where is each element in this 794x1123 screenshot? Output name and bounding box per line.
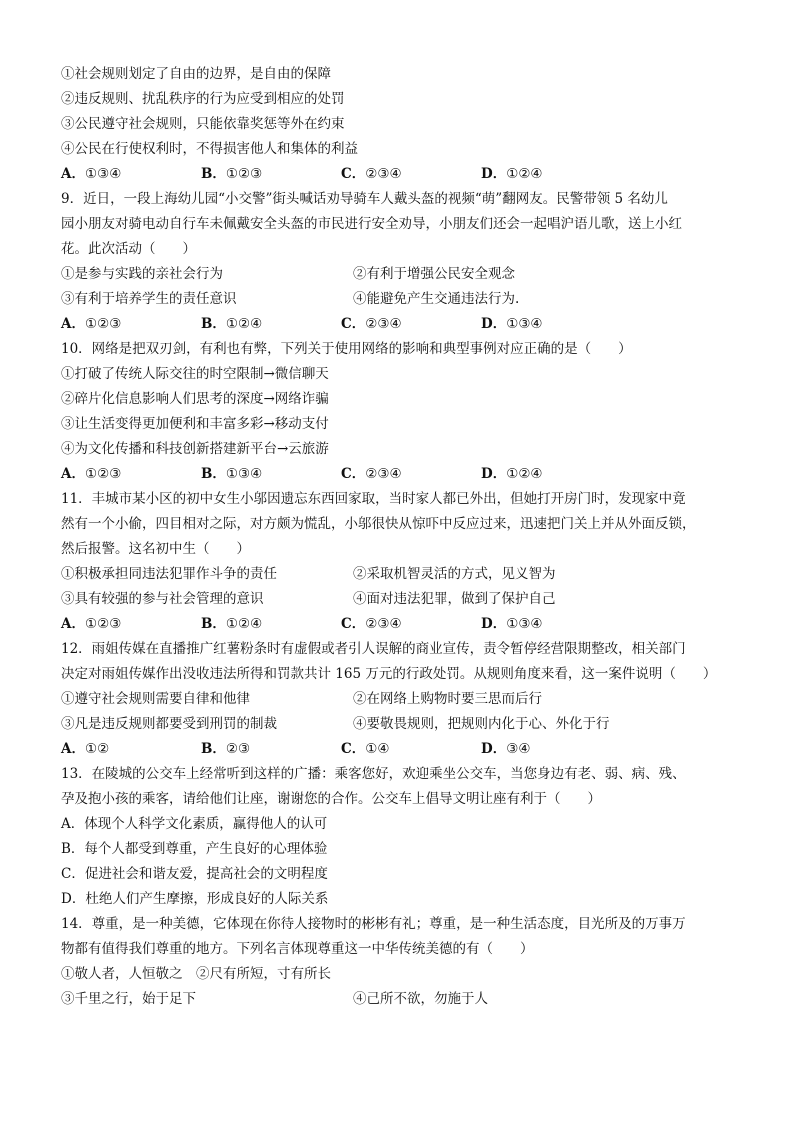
statement: ②在网络上购物时要三思而后行 — [353, 691, 542, 707]
answer-options — [61, 162, 741, 187]
statement: ④公民在行使权利时，不得损害他人和集体的利益 — [61, 141, 358, 157]
question-stem: 园小朋友对骑电动自行车未佩戴安全头盔的市民进行安全劝导，小朋友们还会一起唱沪语儿歌，送上小红 — [61, 216, 682, 232]
statement: ③有利于培养学生的责任意识 — [61, 291, 237, 307]
exam-page — [61, 62, 741, 1012]
option-d[interactable]: D．杜绝人们产生摩擦，形成良好的人际关系 — [61, 891, 329, 907]
statement: ③千里之行，始于足下 — [61, 991, 196, 1007]
question-13 — [61, 762, 741, 912]
option-d[interactable]: D．①③④ — [481, 616, 543, 632]
answer-options — [61, 462, 741, 487]
statement: ④为文化传播和科技创新搭建新平台→云旅游 — [61, 441, 329, 457]
statement-row — [61, 687, 741, 712]
question-9 — [61, 187, 741, 337]
statement: ②采取机智灵活的方式，见义智为 — [353, 566, 556, 582]
option-b[interactable]: B．②③ — [201, 741, 251, 757]
question-stem: 13．在陵城的公交车上经常听到这样的广播：乘客您好，欢迎乘坐公交车，当您身边有老、弱、病、残、 — [61, 766, 686, 782]
statement: ①是参与实践的亲社会行为 — [61, 266, 223, 282]
statement: ④面对违法犯罪，做到了保护自己 — [353, 591, 556, 607]
option-d[interactable]: D．①②④ — [481, 466, 543, 482]
option-c[interactable]: C．促进社会和谐友爱，提高社会的文明程度 — [61, 866, 328, 882]
option-c[interactable]: C．②③④ — [341, 166, 402, 182]
option-a[interactable]: A．①② — [61, 741, 110, 757]
question-stem: 9．近日，一段上海幼儿园“小交警”街头喊话劝导骑车人戴头盔的视频“萌”翻网友。民警带领 5 名幼儿 — [61, 191, 668, 207]
option-d[interactable]: D．①②④ — [481, 166, 543, 182]
option-a[interactable]: A．①②③ — [61, 316, 122, 332]
statement: ④能避免产生交通违法行为. — [353, 291, 520, 307]
question-stem: 物都有值得我们尊重的地方。下列名言体现尊重这一中华传统美德的有（ ） — [61, 941, 534, 957]
statement-row — [61, 287, 741, 312]
option-c[interactable]: C．①④ — [341, 741, 390, 757]
question-stem: 12．雨姐传媒在直播推广红薯粉条时有虚假或者引人误解的商业宣传，责令暂停经营限期整改，相关部门 — [61, 641, 686, 657]
question-stem: 14．尊重，是一种美德，它体现在你待人接物时的彬彬有礼；尊重，是一种生活态度，目光所及的万事万 — [61, 916, 686, 932]
statement: ②碎片化信息影响人们思考的深度→网络诈骗 — [61, 391, 329, 407]
statement: ①积极承担同违法犯罪作斗争的责任 — [61, 566, 277, 582]
question-stem: 决定对雨姐传媒作出没收违法所得和罚款共计 165 万元的行政处罚。从规则角度来看，这一案件说明（ ） — [61, 666, 717, 682]
question-14 — [61, 912, 741, 1012]
answer-options — [61, 612, 741, 637]
question-stem: 孕及抱小孩的乘客，请给他们让座，谢谢您的合作。公交车上倡导文明让座有利于（ ） — [61, 791, 601, 807]
statement: ③具有较强的参与社会管理的意识 — [61, 591, 264, 607]
statement-row — [61, 587, 741, 612]
statement: ①遵守社会规则需要自律和他律 — [61, 691, 250, 707]
option-c[interactable]: C．②③④ — [341, 466, 402, 482]
question-12 — [61, 637, 741, 762]
option-c[interactable]: C．②③④ — [341, 316, 402, 332]
option-b[interactable]: B．①②④ — [201, 316, 263, 332]
option-d[interactable]: D．①③④ — [481, 316, 543, 332]
statement: ①敬人者，人恒敬之 ②尺有所短，寸有所长 — [61, 966, 331, 982]
question-stem: 11．丰城市某小区的初中女生小邬因遗忘东西回家取，当时家人都已外出，但她打开房门时，发现家中竟 — [61, 491, 686, 507]
option-a[interactable]: A．①③④ — [61, 166, 122, 182]
question-10 — [61, 337, 741, 487]
question-stem: 花。此次活动（ ） — [61, 241, 196, 257]
option-a[interactable]: A．①②③ — [61, 466, 122, 482]
answer-options — [61, 312, 741, 337]
statement: ③公民遵守社会规则，只能依靠奖惩等外在约束 — [61, 116, 345, 132]
option-c[interactable]: C．②③④ — [341, 616, 402, 632]
statement: ②有利于增强公民安全观念 — [353, 266, 515, 282]
statement: ①打破了传统人际交往的时空限制→微信聊天 — [61, 366, 329, 382]
statement: ④己所不欲，勿施于人 — [353, 991, 488, 1007]
option-b[interactable]: B．每个人都受到尊重，产生良好的心理体验 — [61, 841, 328, 857]
option-a[interactable]: A．①②③ — [61, 616, 122, 632]
statement-row — [61, 262, 741, 287]
option-d[interactable]: D．③④ — [481, 741, 531, 757]
option-b[interactable]: B．①③④ — [201, 466, 263, 482]
statement: ②违反规则、扰乱秩序的行为应受到相应的处罚 — [61, 91, 345, 107]
question-8 — [61, 62, 741, 187]
question-11 — [61, 487, 741, 637]
statement-row — [61, 712, 741, 737]
answer-options — [61, 737, 741, 762]
option-b[interactable]: B．①②④ — [201, 616, 263, 632]
statement-row — [61, 562, 741, 587]
statement-row — [61, 987, 741, 1012]
question-stem: 然后报警。这名初中生（ ） — [61, 541, 250, 557]
statement: ①社会规则划定了自由的边界，是自由的保障 — [61, 66, 331, 82]
question-stem: 然有一个小偷，四目相对之际，对方颇为慌乱，小邬很快从惊吓中反应过来，迅速把门关上并从外面反锁， — [61, 516, 696, 532]
statement: ③让生活变得更加便利和丰富多彩→移动支付 — [61, 416, 329, 432]
option-b[interactable]: B．①②③ — [201, 166, 263, 182]
question-stem: 10．网络是把双刃剑，有利也有弊，下列关于使用网络的影响和典型事例对应正确的是（ ） — [61, 341, 632, 357]
statement: ④要敬畏规则，把规则内化于心、外化于行 — [353, 716, 610, 732]
statement: ③凡是违反规则都要受到刑罚的制裁 — [61, 716, 277, 732]
option-a[interactable]: A．体现个人科学文化素质，赢得他人的认可 — [61, 816, 328, 832]
